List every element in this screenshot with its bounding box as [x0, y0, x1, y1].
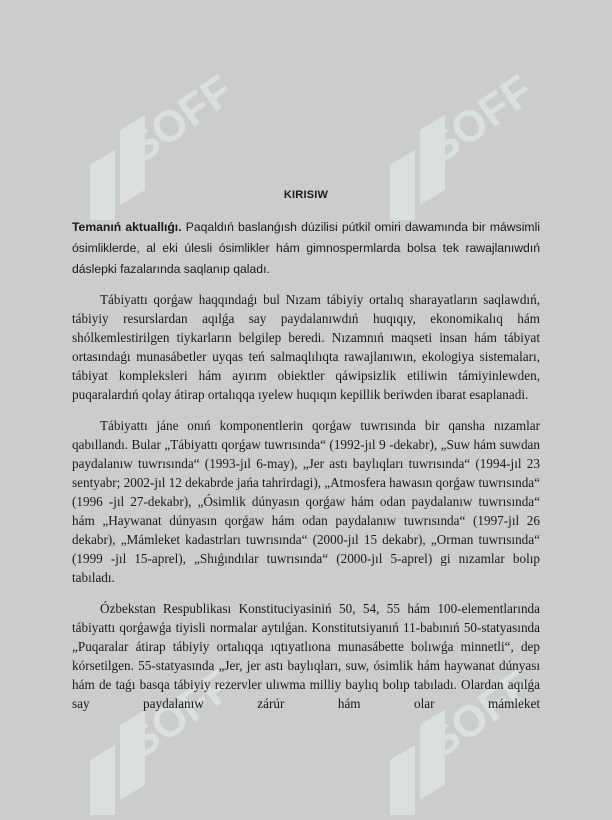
watermark-text: SOFF [117, 65, 242, 174]
intro-heading: Temanıń aktuallıǵı. [72, 220, 182, 234]
watermark-text: SOFF [417, 65, 542, 174]
document-body [72, 189, 540, 725]
body-paragraph: Tábiyattı qorǵaw haqqındaǵı bul Nızam tábiyiy ortalıq sharayatların saqlawdıń, tábiyiy resurslardan aqılǵa say paydalanıwdıń huqıqıy, ekonomikalıq hám shólkemlestirilgen tiykarların belgilep beredi. Nızamnıń maqseti insan hám tábiyat ortasındaǵı munasábetler uyqas teń salmaqlılıqta rawajlanıwın, ekologiya sistemaları, tábiyat kompleksleri hám ayırım obiektler qáwipsizlik etiliwin támiyinlewden, puqaralardıń qolay átirap ortalıqqa ıyelew huqıqın kepillik beriwden ibarat esaplanadi. [72, 292, 540, 402]
page-title: KIRISIW [283, 189, 329, 201]
intro-paragraph [72, 217, 540, 280]
intro-text: Paqaldıń baslanǵısh dúzilisi pútkil omiri dawamında bir máwsimli ósimliklerde, al eki úlesli ósimlikler hám gimnospermlarda bolsa tek rawajlanıwdıń dáslepki fazalarında saqlanıp qaladı. [72, 220, 540, 276]
body-paragraph: Ózbekstan Respublikası Konstituciyasiniń 50, 54, 55 hám 100-elementlarında tábiyattı qorǵawǵa tiyisli normalar aytılǵan. Konstitutsiyanıń 11-babınıń 50-statyasında „Puqaralar átirap tábiyiy ortalıqqa ıqtıyatlıona munasábette bolıwǵa minnetli“, dep kórsetilgen. 55-statyasında „Jer, jer astı baylıqları, suw, ósimlik hám haywanat dúnyası hám de taǵı basqa tábiyiy rezervler ulıwma milliy baylıq bolıp tabıladı. Olardan aqılǵa say paydalanıw zárúr hám olar mámleket [72, 601, 540, 711]
watermark-text: SOFF [117, 660, 242, 769]
watermark-text: SOFF [417, 660, 542, 769]
body-paragraph: Tábiyattı jáne onıń komponentlerin qorǵaw tuwrısında bir qansha nızamlar qabıllandı. Bular „Tábiyattı qorǵaw tuwrısında“ (1992-jıl 9 -dekabr), „Suw hám suwdan paydalanıw tuwrısında“ (1993-jıl 6-may), „Jer astı baylıqları tuwrısında“ (1994-jıl 23 sentyabr; 2002-jıl 12 dekabrde jańa tahrirdagi), „Atmosfera hawasın qorǵaw tuwrısında“ (1996 -jıl 27-dekabr), „Ósimlik dúnyasın qorǵaw hám odan paydalanıw tuwrısında“ hám „Haywanat dúnyasın qorǵaw hám odan paydalanıw tuwrısında“ (1997-jıl 26 dekabr), „Mámleket kadastrları tuwrısında“ (2000-jıl 15 dekabr), „Orman tuwrısında“ (1999 -jıl 15-aprel), „Shıǵındılar tuwrısında“ (2000-jıl 5-aprel) gi nızamlar bolıp tabıladı. [72, 418, 541, 585]
